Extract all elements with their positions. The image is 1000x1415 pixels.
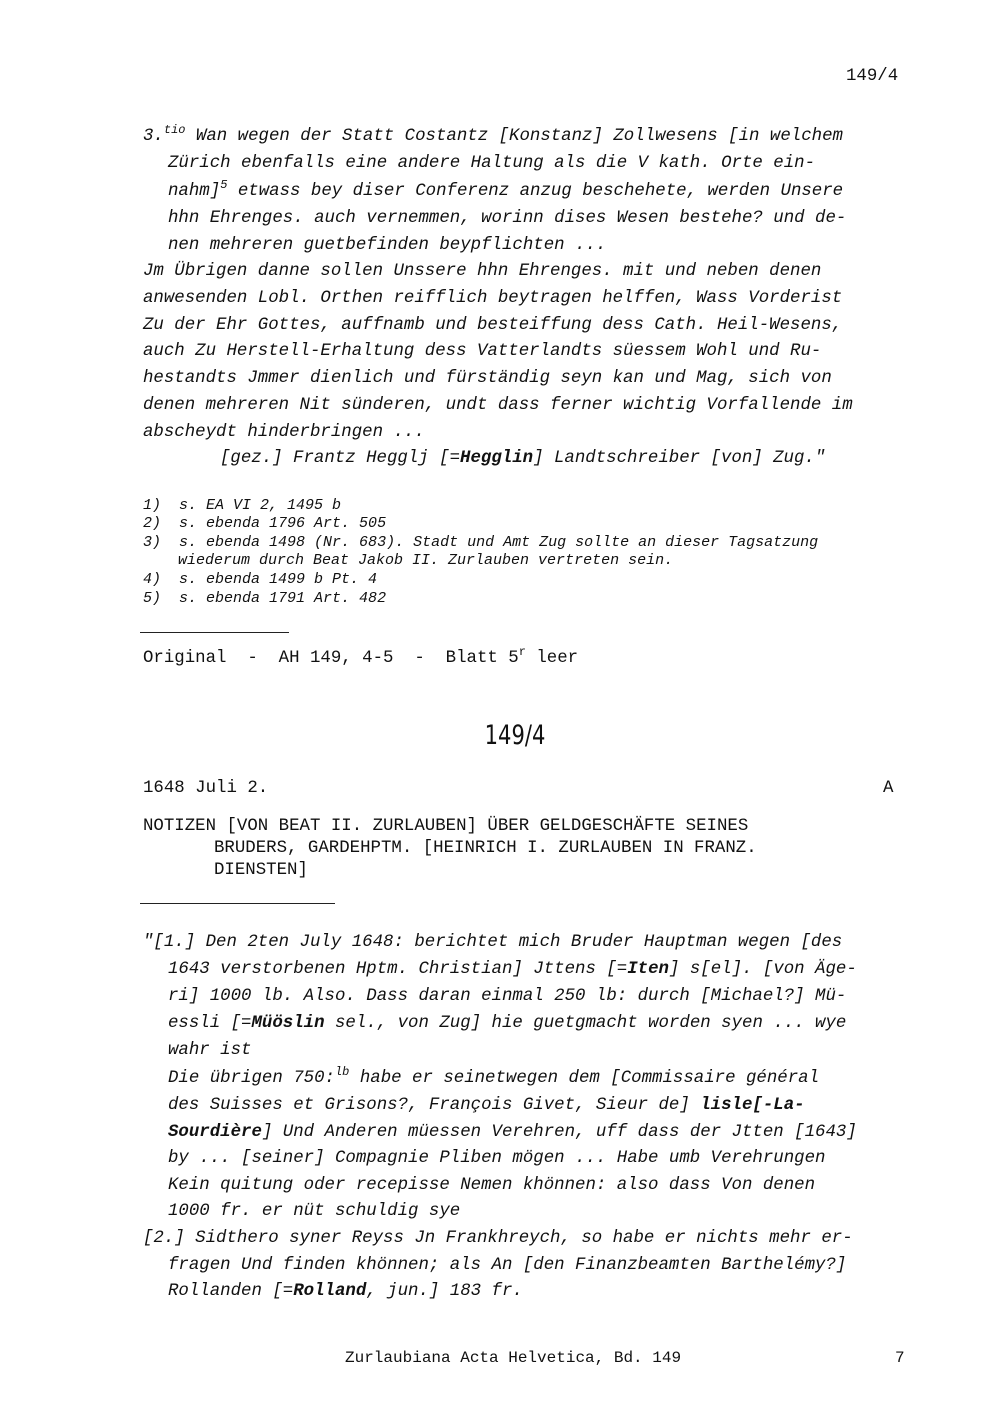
item3-number-sup: tio (163, 123, 186, 137)
name-mueoeslin-bold: Müöslin (251, 1014, 325, 1033)
paragraph-line: auch Zu Herstell-Erhaltung dess Vatterlandts süessem Wohl und Ru- (143, 342, 822, 361)
document-title-line1: NOTIZEN [VON BEAT II. ZURLAUBEN] ÜBER GELDGESCHÄFTE SEINES (143, 817, 749, 836)
item3-number: 3. (143, 127, 164, 146)
text-line: des Suisses et Grisons?, François Givet, Sieur de] lisle[-La- (168, 1096, 805, 1115)
paragraph-line: abscheydt hinderbringen ... (143, 423, 425, 442)
name-rolland-bold: Rolland (293, 1282, 367, 1301)
section-divider (140, 632, 289, 633)
text-line: by ... [seiner] Compagnie Pliben mögen ... Habe umb Verehrungen (168, 1149, 826, 1168)
text-line: Die übrigen 750:$^{lb}$ habe er seinetwegen dem [Commissaire général (168, 1065, 820, 1088)
text-line: ri] 1000 lb. Also. Dass daran einmal 250 lb: durch [Michael?] Mü- (168, 987, 847, 1006)
signature: [gez.] Frantz Hegglj [=Hegglin] Landtschreiber [von] Zug." (220, 449, 826, 468)
footnote-3-cont: wiederum durch Beat Jakob II. Zurlauben vertreten sein. (178, 552, 674, 569)
paragraph-line: Jm Übrigen danne sollen Unssere hhn Ehrenges. mit und neben denen (143, 262, 822, 281)
footnote-3: 3) s. ebenda 1498 (Nr. 683). Stadt und Amt Zug sollte an dieser Tagsatzung (143, 534, 819, 551)
text-line: [2.] Sidthero syner Reyss Jn Frankhreych, so habe er nichts mehr er- (143, 1229, 853, 1248)
document-heading: 149/4 (484, 720, 546, 751)
text-line: Kein quitung oder recepisse Nemen khönnen: also dass Von denen (168, 1176, 816, 1195)
footer-title: Zurlaubiana Acta Helvetica, Bd. 149 (345, 1349, 682, 1367)
document-title-line3: DIENSTEN] (214, 861, 308, 880)
document-title-line2: BRUDERS, GARDEHPTM. [HEINRICH I. ZURLAUBEN IN FRANZ. (214, 839, 757, 858)
footnote-ref-5: 5 (220, 178, 228, 192)
document-date: 1648 Juli 2. (143, 779, 269, 798)
text-line: 1643 verstorbenen Hptm. Christian] Jttens [=Iten] s[el]. [von Äge- (168, 960, 857, 979)
item3-line1: 3.$^{tio}$ Wan wegen der Statt Costantz [Konstanz] Zollwesens [in welchem (143, 123, 843, 146)
item3-line4: hhn Ehrenges. auch vernemmen, worinn dises Wesen bestehe? und de- (168, 209, 847, 228)
text-line: wahr ist (168, 1041, 252, 1060)
footer-page-number: 7 (895, 1349, 905, 1367)
text-line: 1000 fr. er nüt schuldig sye (168, 1202, 461, 1221)
footnote-5: 5) s. ebenda 1791 Art. 482 (143, 590, 387, 607)
text-line: Rollanden [=Rolland, jun.] 183 fr. (168, 1282, 523, 1301)
signature-name-bold: Hegglin (460, 449, 534, 468)
text-line: fragen Und finden khönnen; als An [den Finanzbeamten Barthelémy?] (168, 1256, 847, 1275)
text-line: essli [=Müöslin sel., von Zug] hie guetgmacht worden syen ... wye (168, 1014, 847, 1033)
text-line: "[1.] Den 2ten July 1648: berichtet mich Bruder Hauptman wegen [des (143, 933, 843, 952)
page-reference: 149/4 (846, 67, 899, 86)
item3-line2: Zürich ebenfalls eine andere Haltung als die V kath. Orte ein- (168, 154, 816, 173)
name-sourdiere-bold: Sourdière (168, 1123, 262, 1142)
footnote-4: 4) s. ebenda 1499 b Pt. 4 (143, 571, 378, 588)
document-type-letter: A (883, 779, 894, 798)
item3-line5: nen mehreren guetbefinden beypflichten ... (168, 236, 607, 255)
footnote-1: 1) s. EA VI 2, 1495 b (143, 497, 342, 514)
paragraph-line: denen mehreren Nit sünderen, undt dass ferner wichtig Vorfallende im (143, 396, 853, 415)
name-iten-bold: Iten (627, 960, 669, 979)
footnote-2: 2) s. ebenda 1796 Art. 505 (143, 515, 387, 532)
source-note: Original - AH 149, 4-5 - Blatt 5$^r$ leer (143, 645, 579, 668)
paragraph-line: anwesenden Lobl. Orthen reifflich beytragen helffen, Wass Vorderist (143, 289, 843, 308)
paragraph-line: Zu der Ehr Gottes, auffnamb und besteiffung dess Cath. Heil-Wesens, (143, 316, 843, 335)
item3-line3: nahm]$^5$ etwass bey diser Conferenz anzug beschehete, werden Unsere (168, 178, 844, 201)
text-line: Sourdière] Und Anderen müessen Verehren, uff dass der Jtten [1643] (168, 1123, 857, 1142)
name-lisle-bold: lisle[-La- (700, 1096, 805, 1115)
paragraph-line: hestandts Jmmer dienlich und fürständig seyn kan und Mag, sich von (143, 369, 832, 388)
title-divider (140, 903, 335, 904)
